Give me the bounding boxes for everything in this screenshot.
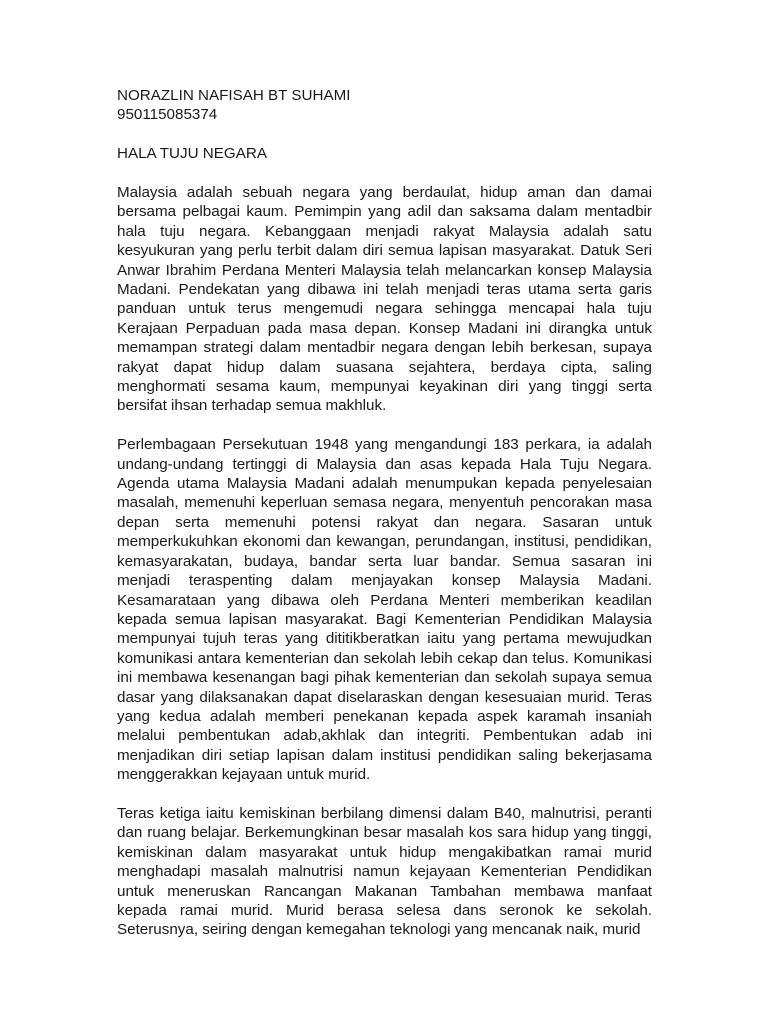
blank-line <box>117 164 652 183</box>
document-page <box>117 86 652 959</box>
paragraph-2: Perlembagaan Persekutuan 1948 yang mengandungi 183 perkara, ia adalah undang-undang tertinggi di Malaysia dan asas kepada Hala Tuju Negara. Agenda utama Malaysia Madani adalah menumpukan kepada penyelesaian masalah, memenuhi keperluan semasa negara, menyentuh pencorakan masa depan serta memenuhi potensi rakyat dan negara. Sasaran untuk memperkukuhkan ekonomi dan kewangan, perundangan, institusi, pendidikan, kemasyarakatan, budaya, bandar serta luar bandar. Semua sasaran ini menjadi teraspenting dalam menjayakan konsep Malaysia Madani. Kesamarataan yang dibawa oleh Perdana Menteri memberikan keadilan kepada semua lapisan masyarakat. Bagi Kementerian Pendidikan Malaysia mempunyai tujuh teras yang dititikberatkan iaitu yang pertama mewujudkan komunikasi antara kementerian dan sekolah lebih cekap dan telus. Komunikasi ini membawa kesenangan bagi pihak kementerian dan sekolah supaya semua dasar yang dilaksanakan dapat diselaraskan dengan kesesuaian murid. Teras yang kedua adalah memberi penekanan kepada aspek karamah insaniah melalui pembentukan adab,akhlak dan integriti. Pembentukan adab ini menjadikan diri setiap lapisan dalam institusi pendidikan saling bekerjasama menggerakkan kejayaan untuk murid. <box>117 436 652 784</box>
paragraph-3: Teras ketiga iaitu kemiskinan berbilang dimensi dalam B40, malnutrisi, peranti dan ruang belajar. Berkemungkinan besar masalah kos sara hidup yang tinggi, kemiskinan dalam masyarakat untuk hidup mengakibatkan ramai murid menghadapi masalah malnutrisi namun kejayaan Kementerian Pendidikan untuk meneruskan Rancangan Makanan Tambahan membawa manfaat kepada ramai murid. Murid berasa selesa dans seronok ke sekolah. Seterusnya, seiring dengan kemegahan teknologi yang mencanak naik, murid <box>117 804 652 939</box>
blank-line <box>117 125 652 144</box>
paragraph-1: Malaysia adalah sebuah negara yang berdaulat, hidup aman dan damai bersama pelbagai kaum. Pemimpin yang adil dan saksama dalam mentadbir hala tuju negara. Kebanggaan menjadi rakyat Malaysia adalah satu kesyukuran yang perlu terbit dalam diri semua lapisan masyarakat. Datuk Seri Anwar Ibrahim Perdana Menteri Malaysia telah melancarkan konsep Malaysia Madani. Pendekatan yang dibawa ini telah menjadi teras utama serta garis panduan untuk terus mengemudi negara sehingga mencapai hala tuju Kerajaan Perpaduan pada masa depan. Konsep Madani ini dirangka untuk memampan strategi dalam mentadbir negara dengan lebih berkesan, supaya rakyat dapat hidup dalam suasana sejahtera, berdaya cipta, saling menghormati sesama kaum, mempunyai keyakinan diri yang tinggi serta bersifat ihsan terhadap semua makhluk. <box>117 184 652 415</box>
document-title: HALA TUJU NEGARA <box>117 145 267 163</box>
id-number: 950115085374 <box>117 106 218 124</box>
author-name: NORAZLIN NAFISAH BT SUHAMI <box>117 87 351 104</box>
